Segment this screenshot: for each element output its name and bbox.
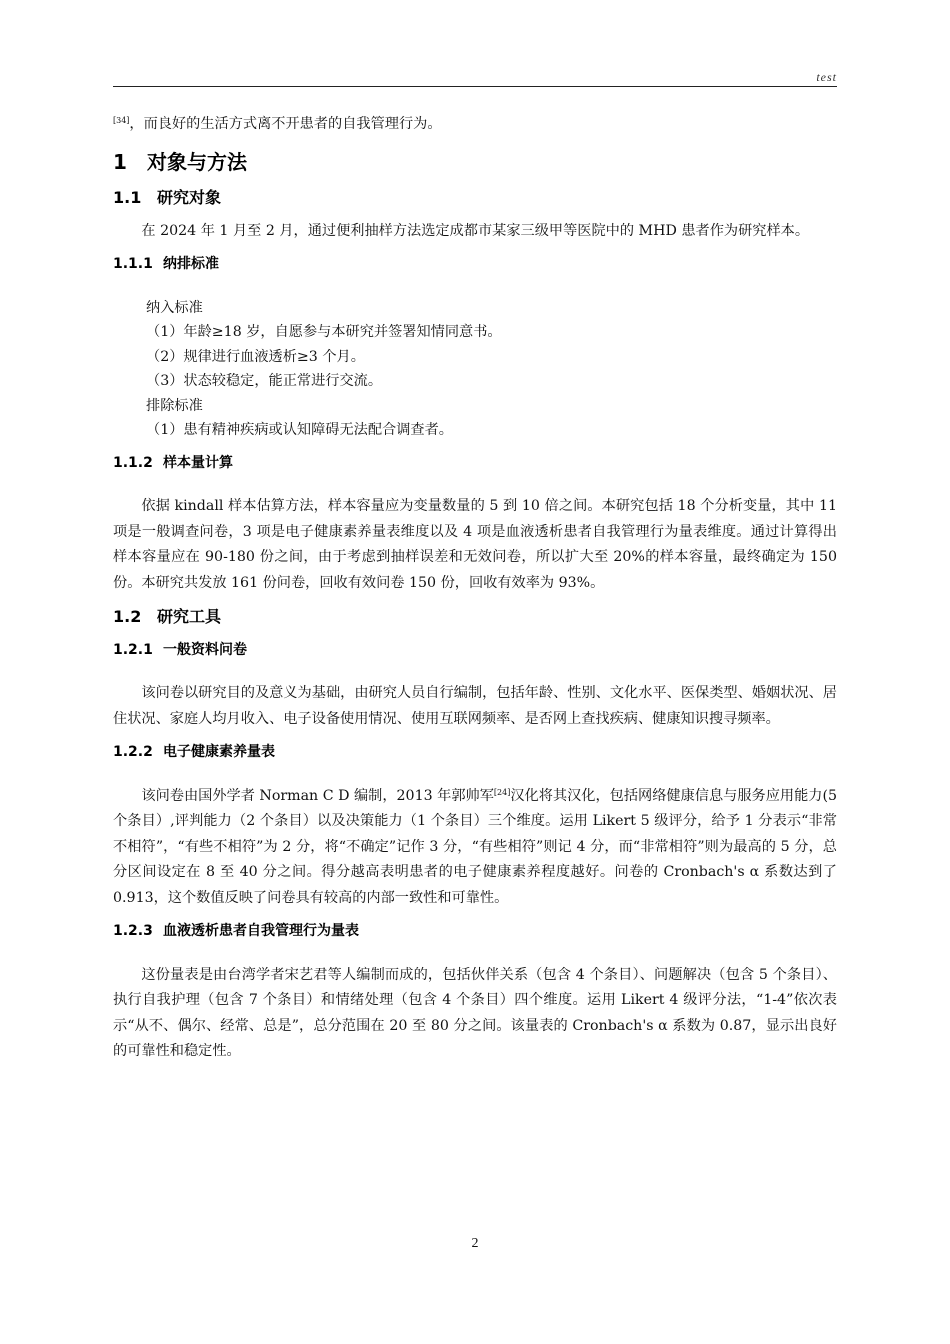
section-number: 1	[113, 149, 127, 174]
section-number: 1.2.3	[113, 923, 153, 939]
citation: [24]	[493, 787, 511, 797]
paragraph-ehealth-literacy	[113, 784, 837, 912]
section-title: 一般资料问卷	[163, 641, 247, 658]
list-item: 排除标准	[146, 397, 203, 414]
section-heading-1	[113, 150, 837, 176]
citation: [34]	[113, 116, 130, 125]
paragraph-general-questionnaire: 该问卷以研究目的及意义为基础，由研究人员自行编制，包括年龄、性别、文化水平、医保类型、婚姻状况、居住状况、家庭人均月收入、电子设备使用情况、使用互联网频率、是否网上查找疾病、健康知识搜寻频率。	[113, 685, 837, 727]
section-title: 样本量计算	[163, 454, 233, 471]
section-number: 1.1.1	[113, 256, 153, 272]
section-title: 研究对象	[157, 188, 222, 207]
list-item: （3）状态较稳定，能正常进行交流。	[146, 373, 383, 389]
list-item: （1）年龄≥18 岁，自愿参与本研究并签署知情同意书。	[146, 324, 502, 340]
section-heading-1-2-2	[113, 740, 837, 766]
section-heading-1-1	[113, 185, 837, 211]
section-number: 1.1	[113, 188, 142, 207]
list-item: （2）规律进行血液透析≥3 个月。	[146, 348, 365, 365]
intro-paragraph	[113, 112, 837, 138]
intro-text: ，而良好的生活方式离不开患者的自我管理行为。	[129, 116, 442, 132]
section-heading-1-2	[113, 604, 837, 630]
section-heading-1-2-3	[113, 919, 837, 945]
section-title: 研究工具	[157, 607, 222, 626]
section-title: 电子健康素养量表	[163, 744, 275, 760]
list-item: （1）患有精神疾病或认知障碍无法配合调查者。	[146, 422, 453, 438]
section-heading-1-1-1	[113, 252, 837, 278]
paragraph-text: 该问卷由国外学者 Norman C D 编制，2013 年郭帅军	[141, 787, 494, 804]
running-header: test	[816, 70, 837, 84]
paragraph-self-management-scale: 这份量表是由台湾学者宋艺君等人编制而成的，包括伙伴关系（包含 4 个条目）、问题解决（包含 5 个条目）、执行自我护理（包含 7 个条目）和情绪处理（包含 4 个条目）四个维度。运用 Likert 4 级评分法，“1-4”依次表示“从不、偶尔、经常、总是”，总分范围在 20 至 80 分之间。该量表的 Cronbach's α 系数为 0.87，显示出良好的可靠性和稳定性。	[113, 966, 837, 1059]
paragraph-sample-size: 依据 kindall 样本估算方法，样本容量应为变量数量的 5 到 10 倍之间。本研究包括 18 个分析变量，其中 11 项是一般调查问卷，3 项是电子健康素养量表维度以及 4 项是血液透析患者自我管理行为量表维度。通过计算得出样本容量应在 90-180 份之间，由于考虑到抽样误差和无效问卷，所以扩大至 20%的样本容量，最终确定为 150 份。本研究共发放 161 份问卷，回收有效问卷 150 份，回收有效率为 93%。	[113, 498, 837, 591]
page-number: 2	[471, 1236, 479, 1251]
section-title: 纳排标准	[163, 256, 219, 272]
paragraph-study-subjects: 在 2024 年 1 月至 2 月，通过便利抽样方法选定成都市某家三级甲等医院中的 MHD 患者作为研究样本。	[141, 222, 810, 239]
paragraph-text: 汉化将其汉化，包括网络健康信息与服务应用能力(5 个条目）,评判能力（2 个条目）以及决策能力（1 个条目）三个维度。运用 Likert 5 级评分，给予 1 分表示“非常不相符”，“有些不相符”为 2 分，将“不确定”记作 3 分，“有些相符”则记 4 分，而“非常相符”则为最高的 5 分，总分区间设定在 8 至 40 分之间。得分越高表明患者的电子健康素养程度越好。问卷的 Cronbach's α 系数达到了 0.913，这个数值反映了问卷具有较高的内部一致性和可靠性。	[113, 787, 838, 906]
section-number: 1.1.2	[113, 454, 153, 471]
section-heading-1-1-2	[113, 451, 837, 477]
section-heading-1-2-1	[113, 638, 837, 664]
section-number: 1.2.1	[113, 641, 153, 658]
list-item: 纳入标准	[146, 299, 203, 316]
page-body	[113, 112, 837, 1065]
criteria-list	[113, 296, 837, 443]
section-number: 1.2	[113, 607, 142, 626]
section-number: 1.2.2	[113, 744, 153, 760]
section-title: 血液透析患者自我管理行为量表	[163, 923, 359, 939]
section-title: 对象与方法	[147, 149, 247, 174]
header-rule	[113, 86, 837, 87]
